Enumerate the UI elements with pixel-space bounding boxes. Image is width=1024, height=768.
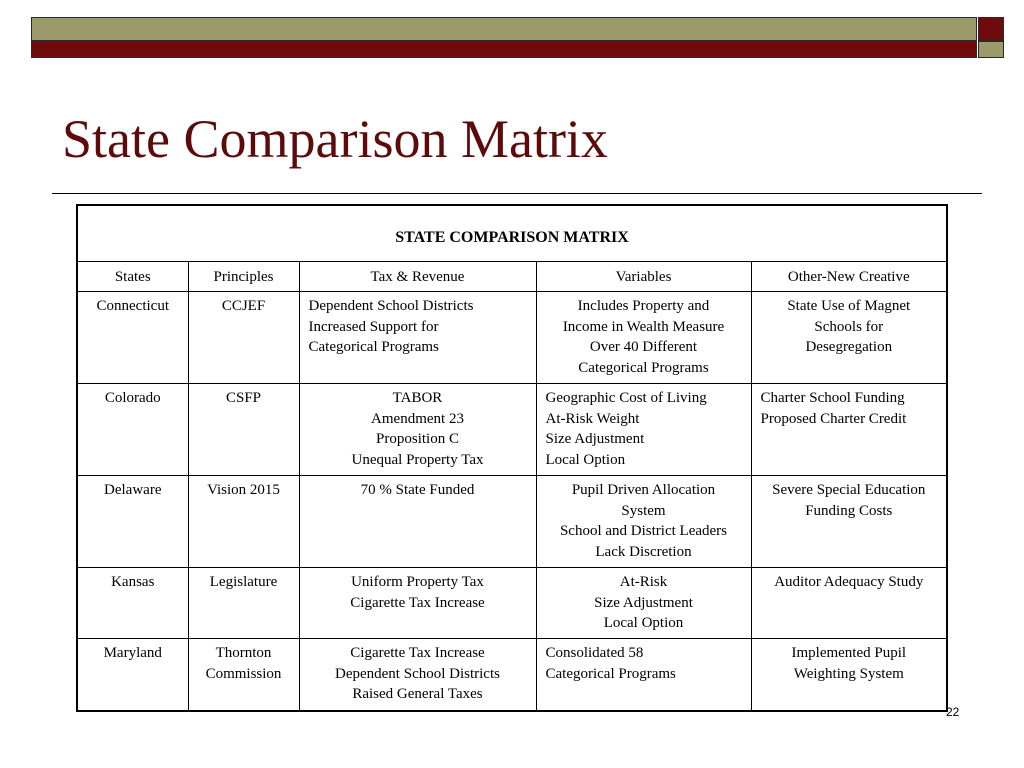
cell-line: Amendment 23 <box>371 410 464 427</box>
cell-principles <box>188 476 299 568</box>
table-caption: STATE COMPARISON MATRIX <box>77 205 947 261</box>
cell-line: Local Option <box>545 451 626 468</box>
cell-line: At-Risk <box>619 574 668 590</box>
cell-tax-revenue <box>299 476 536 568</box>
cell-variables <box>536 476 751 568</box>
cell-variables <box>536 292 751 384</box>
cell-line: Increased Support for <box>308 318 439 335</box>
cell-line: Commission <box>205 665 282 682</box>
header-other-new-creative: Other-New Creative <box>751 261 947 292</box>
cell-tax-revenue <box>299 639 536 711</box>
state-comparison-table <box>76 204 948 712</box>
cell-line: At-Risk Weight <box>545 410 640 427</box>
header-bar-maroon <box>31 41 977 58</box>
cell-line: Size Adjustment <box>594 594 693 611</box>
cell-line: Cigarette Tax Increase <box>350 594 485 611</box>
cell-line: Categorical Programs <box>308 339 439 355</box>
cell-line: Size Adjustment <box>545 431 645 447</box>
cell-line: Proposition C <box>376 431 459 447</box>
cell-line: Vision 2015 <box>207 482 280 498</box>
cell-line: System <box>621 502 666 519</box>
cell-other <box>751 384 947 476</box>
cell-line: Over 40 Different <box>589 339 698 355</box>
cell-line: Severe Special Education <box>772 482 926 498</box>
cell-line: 70 % State Funded <box>360 482 475 498</box>
cell-state: Kansas <box>77 568 188 639</box>
cell-line: Geographic Cost of Living <box>545 390 707 406</box>
cell-principles <box>188 568 299 639</box>
cell-line: Schools for <box>814 318 884 335</box>
corner-square-olive <box>978 41 1004 58</box>
cell-line: Pupil Driven Allocation <box>571 482 716 498</box>
cell-variables <box>536 568 751 639</box>
cell-principles <box>188 384 299 476</box>
cell-other <box>751 476 947 568</box>
table-header-row <box>77 261 947 292</box>
cell-other <box>751 639 947 711</box>
cell-other <box>751 292 947 384</box>
cell-state: Colorado <box>77 384 188 476</box>
cell-line: Weighting System <box>793 665 904 682</box>
table-row-colorado <box>77 384 947 476</box>
cell-line: Dependent School Districts <box>308 298 474 314</box>
page-number: 22 <box>946 705 960 719</box>
cell-line: Desegregation <box>805 339 893 355</box>
cell-tax-revenue <box>299 568 536 639</box>
table-row-connecticut <box>77 292 947 384</box>
cell-other <box>751 568 947 639</box>
cell-line: Proposed Charter Credit <box>760 410 907 427</box>
corner-square-maroon <box>978 17 1004 41</box>
cell-line: Cigarette Tax Increase <box>350 645 485 661</box>
cell-line: Dependent School Districts <box>335 665 500 682</box>
cell-line: Lack Discretion <box>595 543 692 560</box>
cell-line: Implemented Pupil <box>791 645 907 661</box>
cell-state: Delaware <box>77 476 188 568</box>
title-divider <box>52 193 982 194</box>
cell-principles <box>188 639 299 711</box>
cell-line: State Use of Magnet <box>787 298 911 314</box>
cell-variables <box>536 639 751 711</box>
cell-line: Funding Costs <box>805 502 893 519</box>
cell-line: Categorical Programs <box>578 359 709 376</box>
cell-variables <box>536 384 751 476</box>
cell-tax-revenue <box>299 384 536 476</box>
cell-line: Auditor Adequacy Study <box>774 574 924 590</box>
header-tax-revenue: Tax & Revenue <box>299 261 536 292</box>
cell-line: Legislature <box>209 574 278 590</box>
cell-line: Income in Wealth Measure <box>562 318 725 335</box>
cell-state: Connecticut <box>77 292 188 384</box>
slide-title: State Comparison Matrix <box>62 109 608 169</box>
header-bar-olive <box>31 17 977 41</box>
cell-line: School and District Leaders <box>559 523 728 539</box>
cell-line: Raised General Taxes <box>352 686 483 702</box>
cell-line: Consolidated 58 <box>545 645 644 661</box>
cell-state: Maryland <box>77 639 188 711</box>
cell-line: Charter School Funding <box>760 390 905 406</box>
table-row-kansas <box>77 568 947 639</box>
cell-principles <box>188 292 299 384</box>
header-principles: Principles <box>188 261 299 292</box>
table-row-maryland <box>77 639 947 711</box>
cell-line: Thornton <box>215 645 272 661</box>
cell-line: CSFP <box>225 390 262 406</box>
cell-line: TABOR <box>392 390 443 406</box>
cell-line: Unequal Property Tax <box>351 451 484 468</box>
cell-line: Categorical Programs <box>545 665 676 682</box>
header-states: States <box>77 261 188 292</box>
cell-line: Includes Property and <box>577 298 710 314</box>
cell-tax-revenue <box>299 292 536 384</box>
cell-line: CCJEF <box>221 298 266 314</box>
cell-line: Uniform Property Tax <box>351 574 484 590</box>
header-variables: Variables <box>536 261 751 292</box>
cell-line: Local Option <box>603 615 684 631</box>
table-row-delaware <box>77 476 947 568</box>
